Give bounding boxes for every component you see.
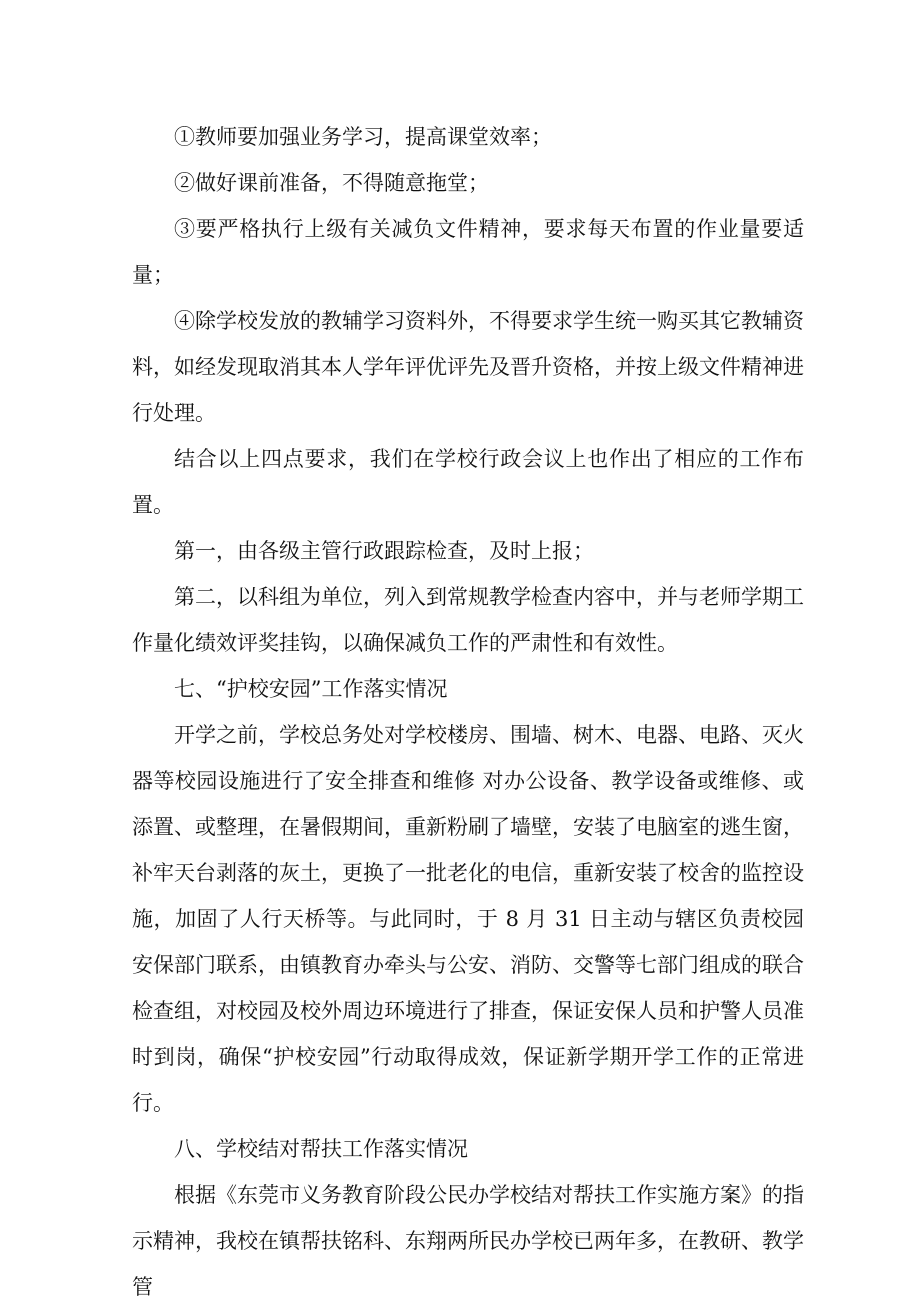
paragraph-school-pairing: 根据《东莞市义务教育阶段公民办学校结对帮扶工作实施方案》的指示精神，我校在镇帮扶铭科、东翔两所民办学校已两年多，在教研、教学管 [132, 1183, 804, 1299]
paragraph-requirement-2: ②做好课前准备，不得随意拖堂； [174, 171, 489, 195]
paragraph-requirement-4: ④除学校发放的教辅学习资料外，不得要求学生统一购买其它教辅资料，如经发现取消其本人学年评优评先及晋升资格，并按上级文件精神进行处理。 [132, 309, 804, 425]
document-body [132, 114, 804, 1310]
paragraph-requirement-3: ③要严格执行上级有关减负文件精神，要求每天布置的作业量要适量； [132, 217, 804, 287]
paragraph-summary: 结合以上四点要求，我们在学校行政会议上也作出了相应的工作布置。 [132, 447, 804, 517]
paragraph-first-measure: 第一，由各级主管行政跟踪检查，及时上报； [174, 539, 594, 563]
section-heading-8: 八、学校结对帮扶工作落实情况 [174, 1137, 468, 1161]
paragraph-requirement-1: ①教师要加强业务学习，提高课堂效率； [174, 125, 552, 149]
paragraph-second-measure: 第二，以科组为单位，列入到常规教学检查内容中，并与老师学期工作量化绩效评奖挂钩，以确保减负工作的严肃性和有效性。 [132, 585, 804, 655]
paragraph-campus-safety: 开学之前，学校总务处对学校楼房、围墙、树木、电器、电路、灭火器等校园设施进行了安全排查和维修 对办公设备、教学设备或维修、或添置、或整理，在暑假期间，重新粉刷了墙壁，安装了电脑室的逃生窗，补牢天台剥落的灰土，更换了一批老化的电信，重新安装了校舍的监控设施，加固了人行天桥等。与此同时，于 8 月 31 日主动与辖区负责校园安保部门联系，由镇教育办牵头与公安、消防、交警等七部门组成的联合检查组，对校园及校外周边环境进行了排查，保证安保人员和护警人员准时到岗，确保“护校安园”行动取得成效，保证新学期开学工作的正常进行。 [132, 723, 804, 1115]
section-heading-7: 七、“护校安园”工作落实情况 [174, 677, 448, 701]
